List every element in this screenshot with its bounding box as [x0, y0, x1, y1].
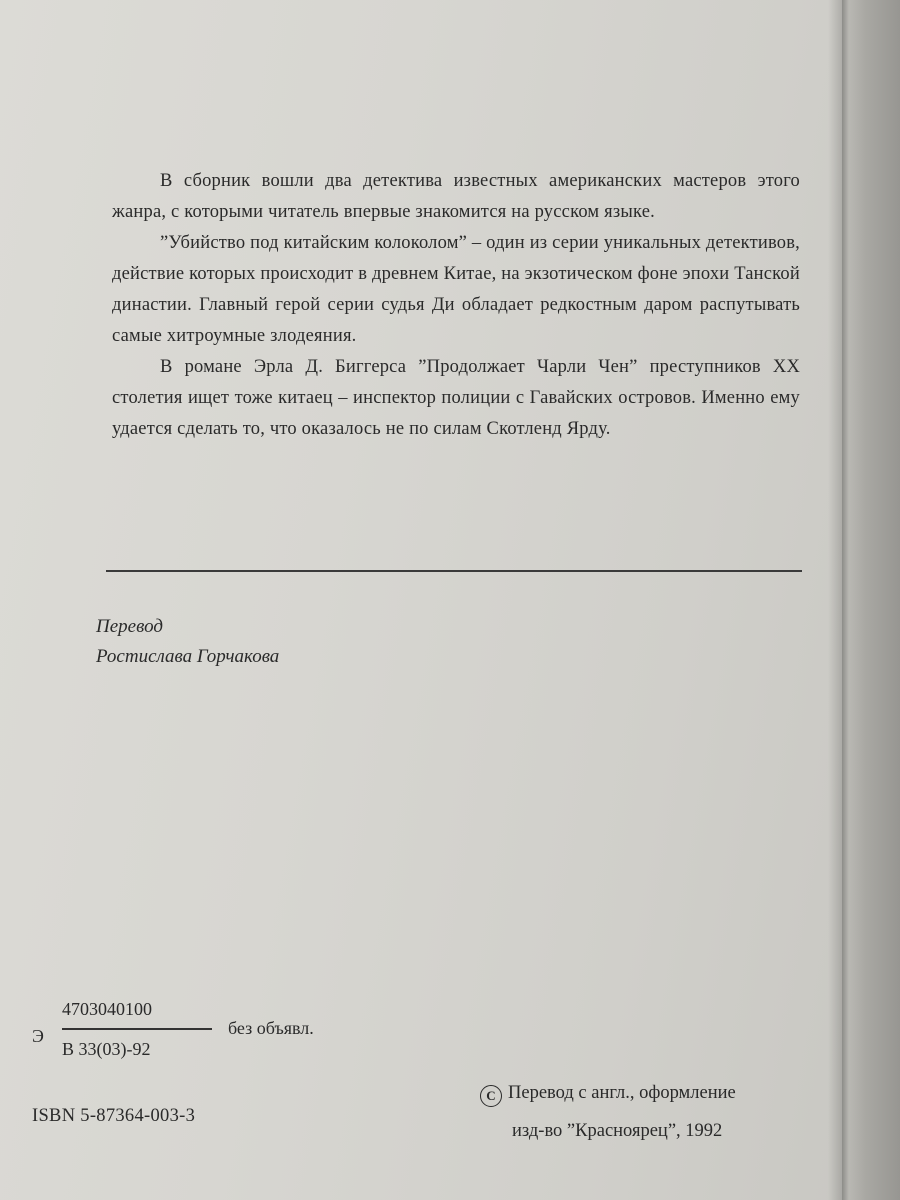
annotation-text	[112, 166, 800, 445]
copyright-line-2: изд-во ”Красноярец”, 1992	[512, 1121, 723, 1141]
annotation-paragraph-3: В романе Эрла Д. Биггерса ”Продолжает Чарли Чен” преступников XX столетия ищет тоже китаец – инспектор полиции с Гавайских островов. Именно ему удается сделать то, что оказалось не по силам Скотленд Ярду.	[112, 357, 800, 439]
annotation-paragraph-2: ”Убийство под китайским колоколом” – один из серии уникальных детективов, действие которых происходит в древнем Китае, на экзотическом фоне эпохи Танской династии. Главный герой серии судья Ди обладает редкостным даром распутывать самые хитроумные злодеяния.	[112, 233, 800, 346]
adjacent-page-edge	[842, 0, 900, 1200]
copyright-notice	[480, 1074, 736, 1150]
copyright-line-1: Перевод с англ., оформление	[508, 1083, 736, 1103]
horizontal-rule	[106, 570, 802, 572]
catalog-fraction	[62, 994, 212, 1064]
catalog-prefix: Э	[32, 1026, 44, 1046]
translator-name: Ростислава Горчакова	[96, 646, 280, 667]
isbn-number: ISBN 5-87364-003-3	[32, 1106, 196, 1126]
copyright-icon: C	[480, 1085, 502, 1107]
fraction-bar	[62, 1028, 212, 1030]
translator-label: Перевод	[96, 616, 163, 637]
annotation-paragraph-1: В сборник вошли два детектива известных американских мастеров этого жанра, с которыми читатель впервые знакомится на русском языке.	[112, 171, 800, 222]
catalog-numerator: 4703040100	[62, 999, 152, 1019]
translator-credit	[96, 612, 279, 672]
catalog-note: без объявл.	[228, 1018, 314, 1038]
catalog-denominator: В 33(03)-92	[62, 1038, 151, 1059]
